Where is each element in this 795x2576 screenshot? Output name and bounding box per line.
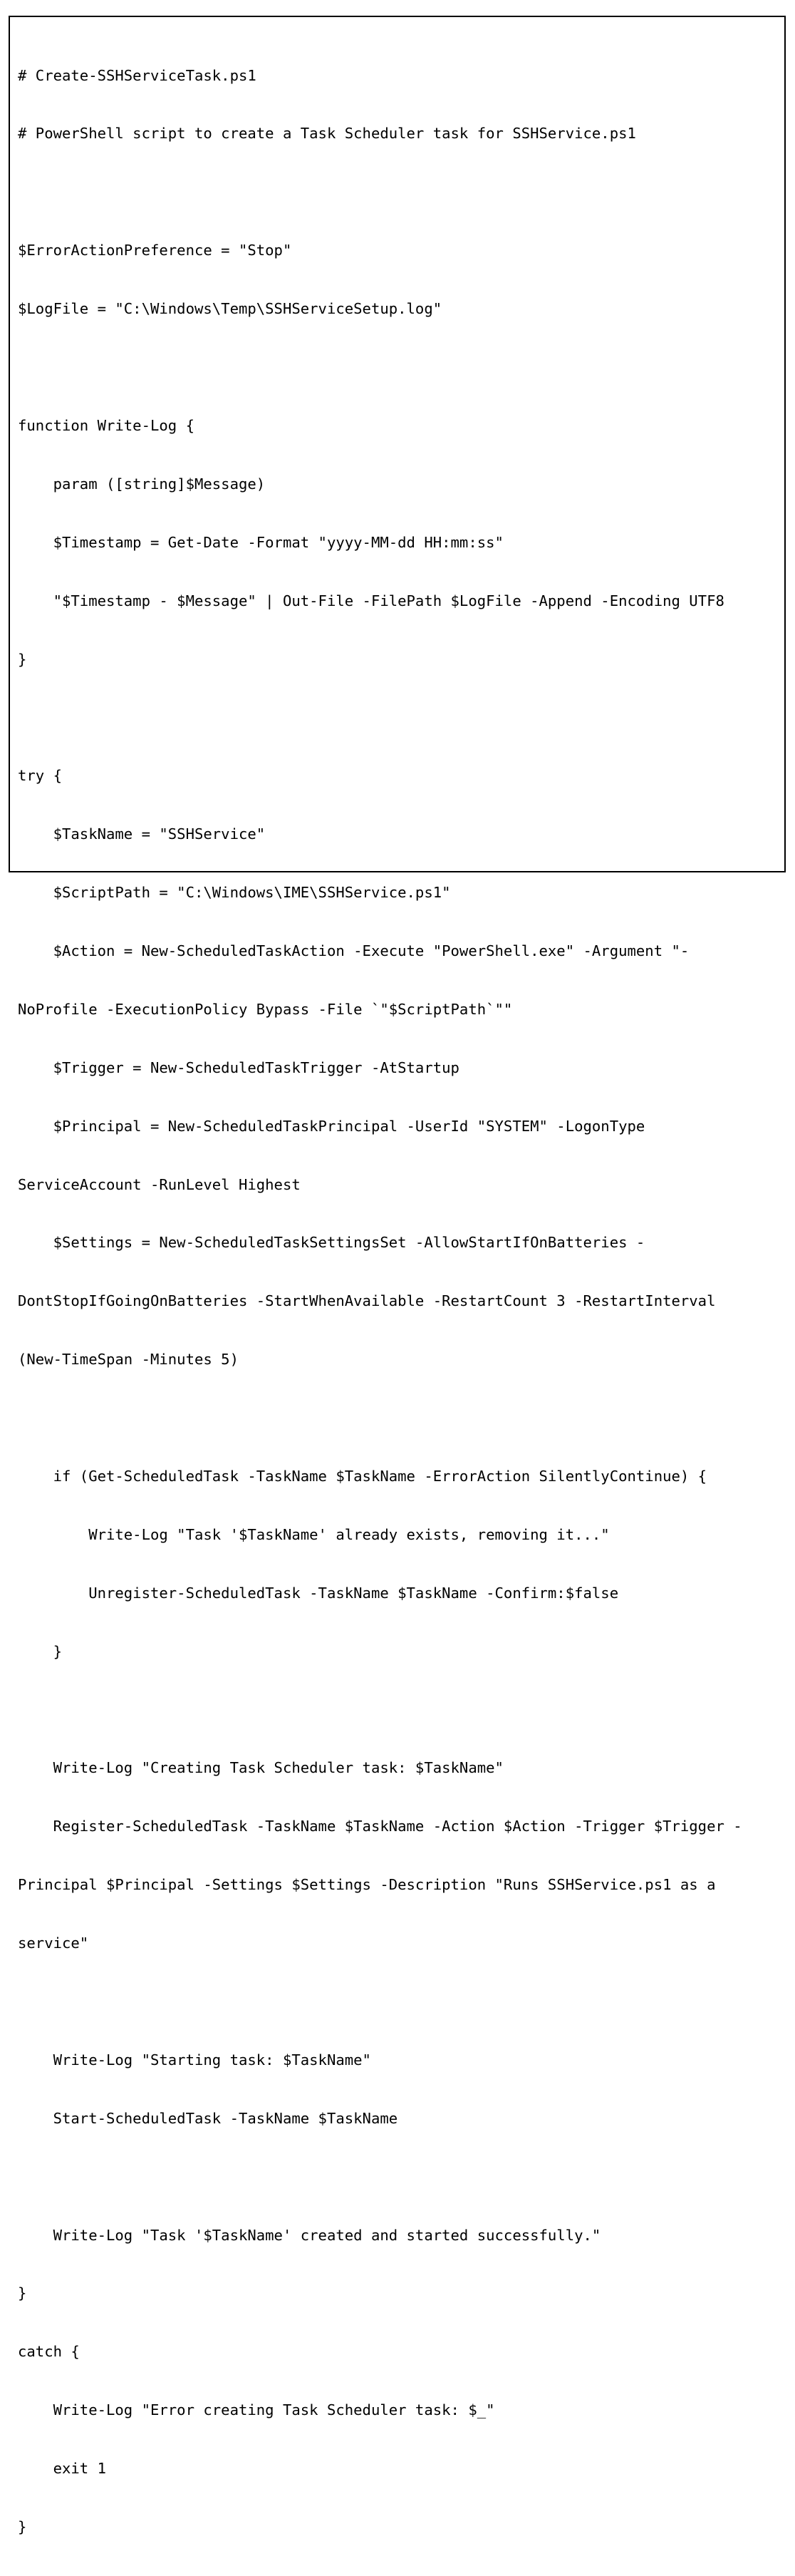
code-line: $Action = New-ScheduledTaskAction -Execute "PowerShell.exe" -Argument "- bbox=[18, 942, 690, 959]
code-line: try { bbox=[18, 767, 62, 785]
code-line: $Settings = New-ScheduledTaskSettingsSet -AllowStartIfOnBatteries - bbox=[18, 1234, 645, 1252]
code-line: function Write-Log { bbox=[18, 416, 194, 434]
code-line: $ScriptPath = "C:\Windows\IME\SSHService.ps1" bbox=[18, 884, 451, 902]
code-lines bbox=[18, 27, 742, 2576]
code-line bbox=[18, 708, 742, 727]
code-line: # Create-SSHServiceTask.ps1 bbox=[18, 66, 256, 84]
code-line: ServiceAccount -RunLevel Highest bbox=[18, 1175, 301, 1193]
code-line: $Timestamp = Get-Date -Format "yyyy-MM-dd HH:mm:ss" bbox=[18, 533, 504, 551]
code-line: Write-Log "Task '$TaskName' already exists, removing it..." bbox=[18, 1525, 610, 1543]
code-line: } bbox=[18, 2284, 27, 2302]
code-line: $LogFile = "C:\Windows\Temp\SSHServiceSetup.log" bbox=[18, 300, 442, 318]
code-line: NoProfile -ExecutionPolicy Bypass -File `"$ScriptPath`"" bbox=[18, 1000, 513, 1018]
code-line bbox=[18, 1408, 742, 1428]
code-line: Write-Log "Starting task: $TaskName" bbox=[18, 2051, 371, 2068]
code-line: Unregister-ScheduledTask -TaskName $TaskName -Confirm:$false bbox=[18, 1584, 619, 1602]
code-line: service" bbox=[18, 1934, 89, 1952]
code-line bbox=[18, 1992, 742, 2011]
code-line: "$Timestamp - $Message" | Out-File -FilePath $LogFile -Append -Encoding UTF8 bbox=[18, 592, 724, 609]
code-line: DontStopIfGoingOnBatteries -StartWhenAvailable -RestartCount 3 -RestartInterval bbox=[18, 1292, 716, 1310]
code-line: catch { bbox=[18, 2343, 80, 2361]
code-line: # PowerShell script to create a Task Scheduler task for SSHService.ps1 bbox=[18, 125, 636, 143]
code-line: } bbox=[18, 650, 27, 668]
code-line: $Trigger = New-ScheduledTaskTrigger -AtStartup bbox=[18, 1058, 459, 1076]
code-line: Register-ScheduledTask -TaskName $TaskName -Action $Action -Trigger $Trigger - bbox=[18, 1818, 742, 1835]
code-line: Write-Log "Error creating Task Scheduler task: $_" bbox=[18, 2401, 495, 2419]
code-line: $TaskName = "SSHService" bbox=[18, 825, 266, 843]
code-line: Write-Log "Creating Task Scheduler task: $TaskName" bbox=[18, 1759, 504, 1777]
code-line: if (Get-ScheduledTask -TaskName $TaskName -ErrorAction SilentlyContinue) { bbox=[18, 1467, 707, 1485]
code-line: } bbox=[18, 1642, 62, 1660]
code-line: (New-TimeSpan -Minutes 5) bbox=[18, 1351, 239, 1369]
code-line: $Principal = New-ScheduledTaskPrincipal -UserId "SYSTEM" -LogonType bbox=[18, 1117, 645, 1135]
code-line bbox=[18, 2168, 742, 2187]
code-line: Principal $Principal -Settings $Settings -Description "Runs SSHService.ps1 as a bbox=[18, 1876, 716, 1894]
code-line: Start-ScheduledTask -TaskName $TaskName bbox=[18, 2109, 398, 2127]
code-line: Write-Log "Task '$TaskName' created and started successfully." bbox=[18, 2226, 601, 2244]
code-line: param ([string]$Message) bbox=[18, 475, 266, 493]
code-line: exit 1 bbox=[18, 2460, 106, 2478]
code-line: $ErrorActionPreference = "Stop" bbox=[18, 242, 292, 259]
code-line bbox=[18, 1701, 742, 1720]
code-block bbox=[9, 16, 786, 2535]
code-line bbox=[18, 358, 742, 377]
code-line: } bbox=[18, 2518, 27, 2535]
code-line bbox=[18, 182, 742, 202]
